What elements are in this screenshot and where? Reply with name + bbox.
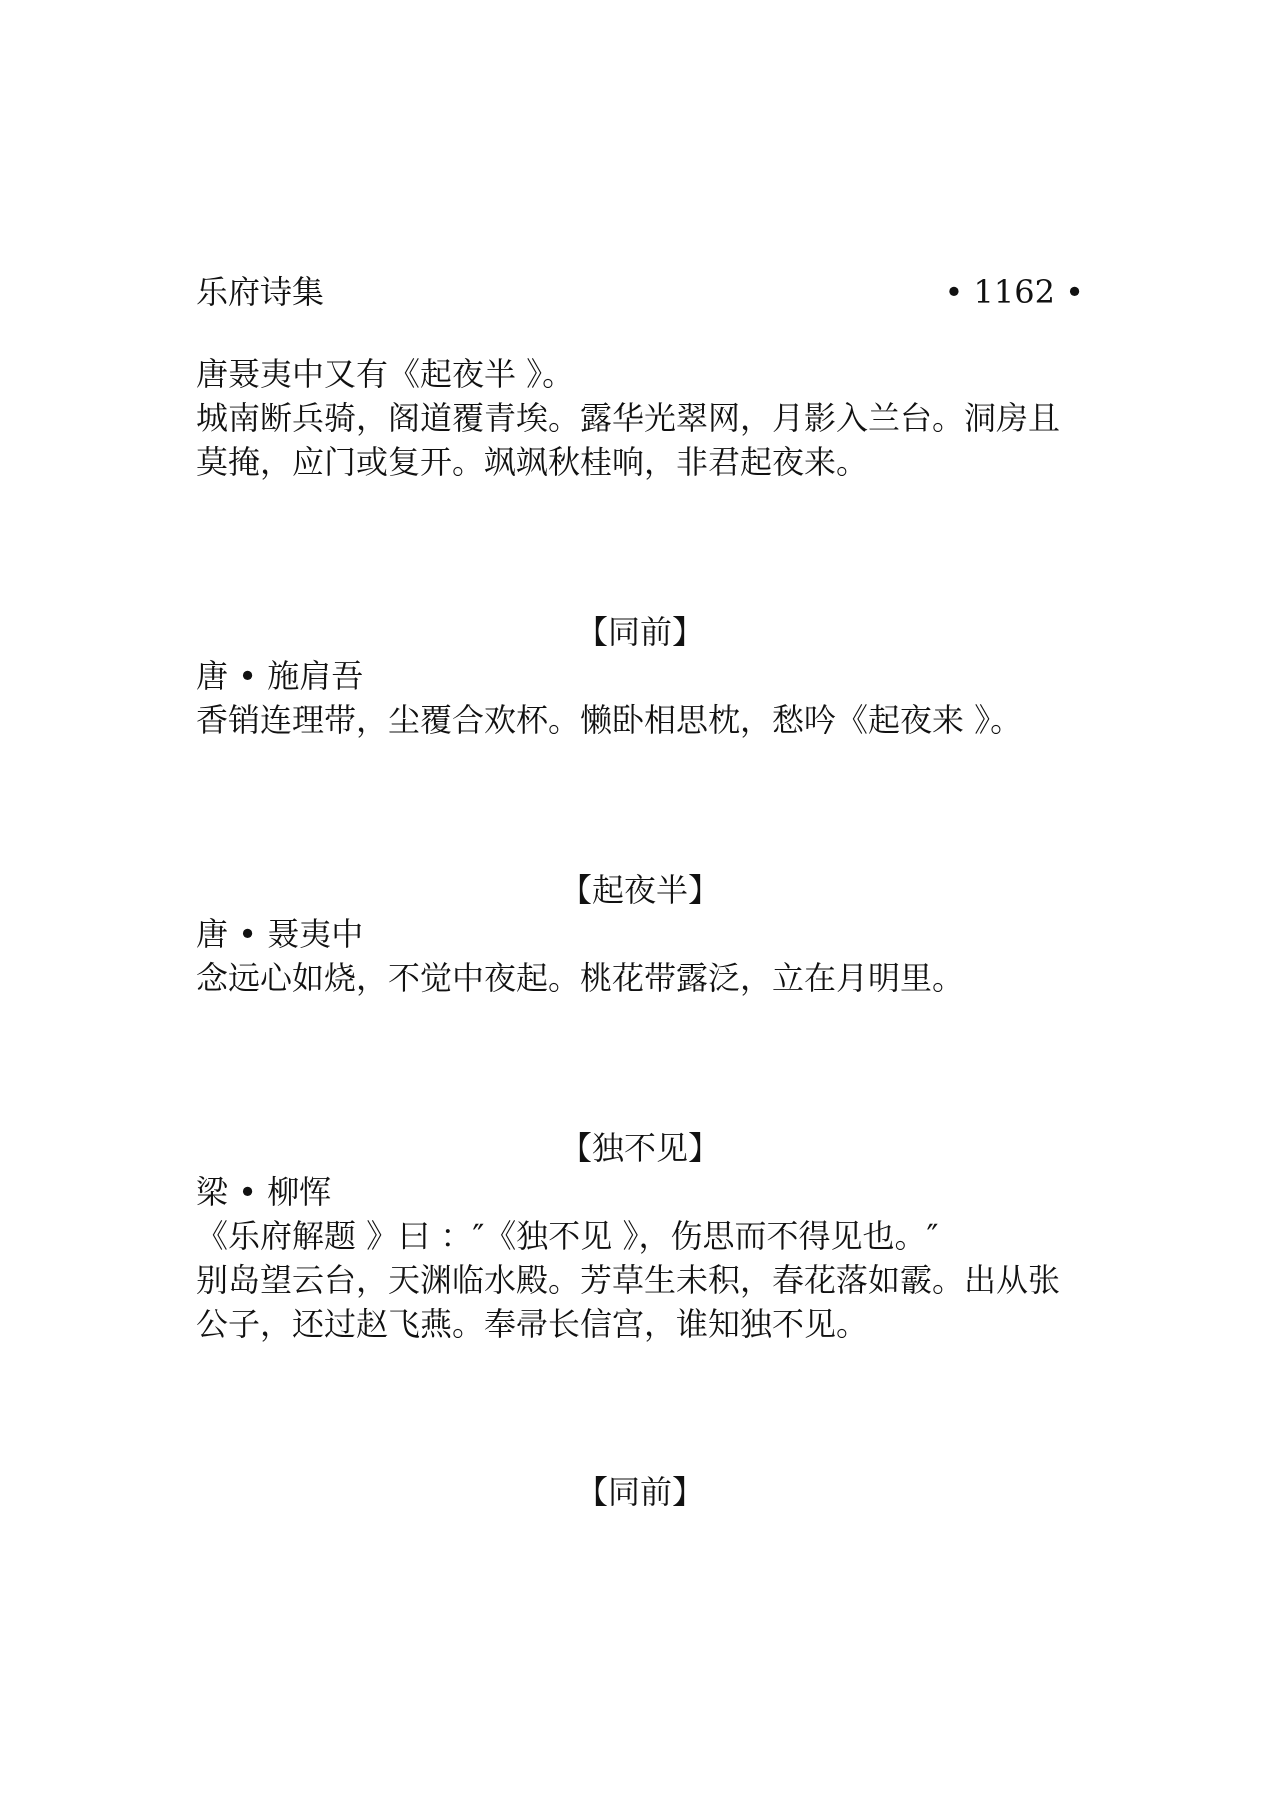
intro-line: 城南断兵骑，阁道覆青埃。露华光翠网，月影入兰台。洞房且 <box>196 399 1061 437</box>
poem-author: 唐 • 施肩吾 <box>196 657 364 695</box>
section-heading: 【独不见】 <box>559 1129 720 1167</box>
intro-line: 唐聂夷中又有《起夜半 》。 <box>196 355 575 393</box>
poem-block <box>196 654 1084 742</box>
poem-preface: 《乐府解题 》曰 ：″《独不见 》，伤思而不得见也。″ <box>196 1217 939 1255</box>
poem-line: 香销连理带，尘覆合欢杯。懒卧相思枕，愁吟《起夜来 》。 <box>196 701 1023 739</box>
section-heading: 【同前】 <box>575 613 704 651</box>
intro-block <box>196 352 1084 484</box>
poem-block <box>196 1170 1084 1346</box>
poem-author: 梁 • 柳恽 <box>196 1173 332 1211</box>
book-title: 乐府诗集 <box>196 273 325 311</box>
poem-block <box>196 912 1084 1000</box>
intro-line: 莫掩，应门或复开。飒飒秋桂响，非君起夜来。 <box>196 443 869 481</box>
page-header <box>196 270 1084 314</box>
section-heading: 【起夜半】 <box>559 871 720 909</box>
poem-author: 唐 • 聂夷中 <box>196 915 364 953</box>
poem-line: 别岛望云台，天渊临水殿。芳草生未积，春花落如霰。出从张 <box>196 1261 1061 1299</box>
page-number: • 1162 • <box>944 273 1084 311</box>
section-heading: 【同前】 <box>575 1473 704 1511</box>
poem-line: 念远心如烧，不觉中夜起。桃花带露泛，立在月明里。 <box>196 959 965 997</box>
poem-line: 公子，还过赵飞燕。奉帚长信宫，谁知独不见。 <box>196 1305 869 1343</box>
